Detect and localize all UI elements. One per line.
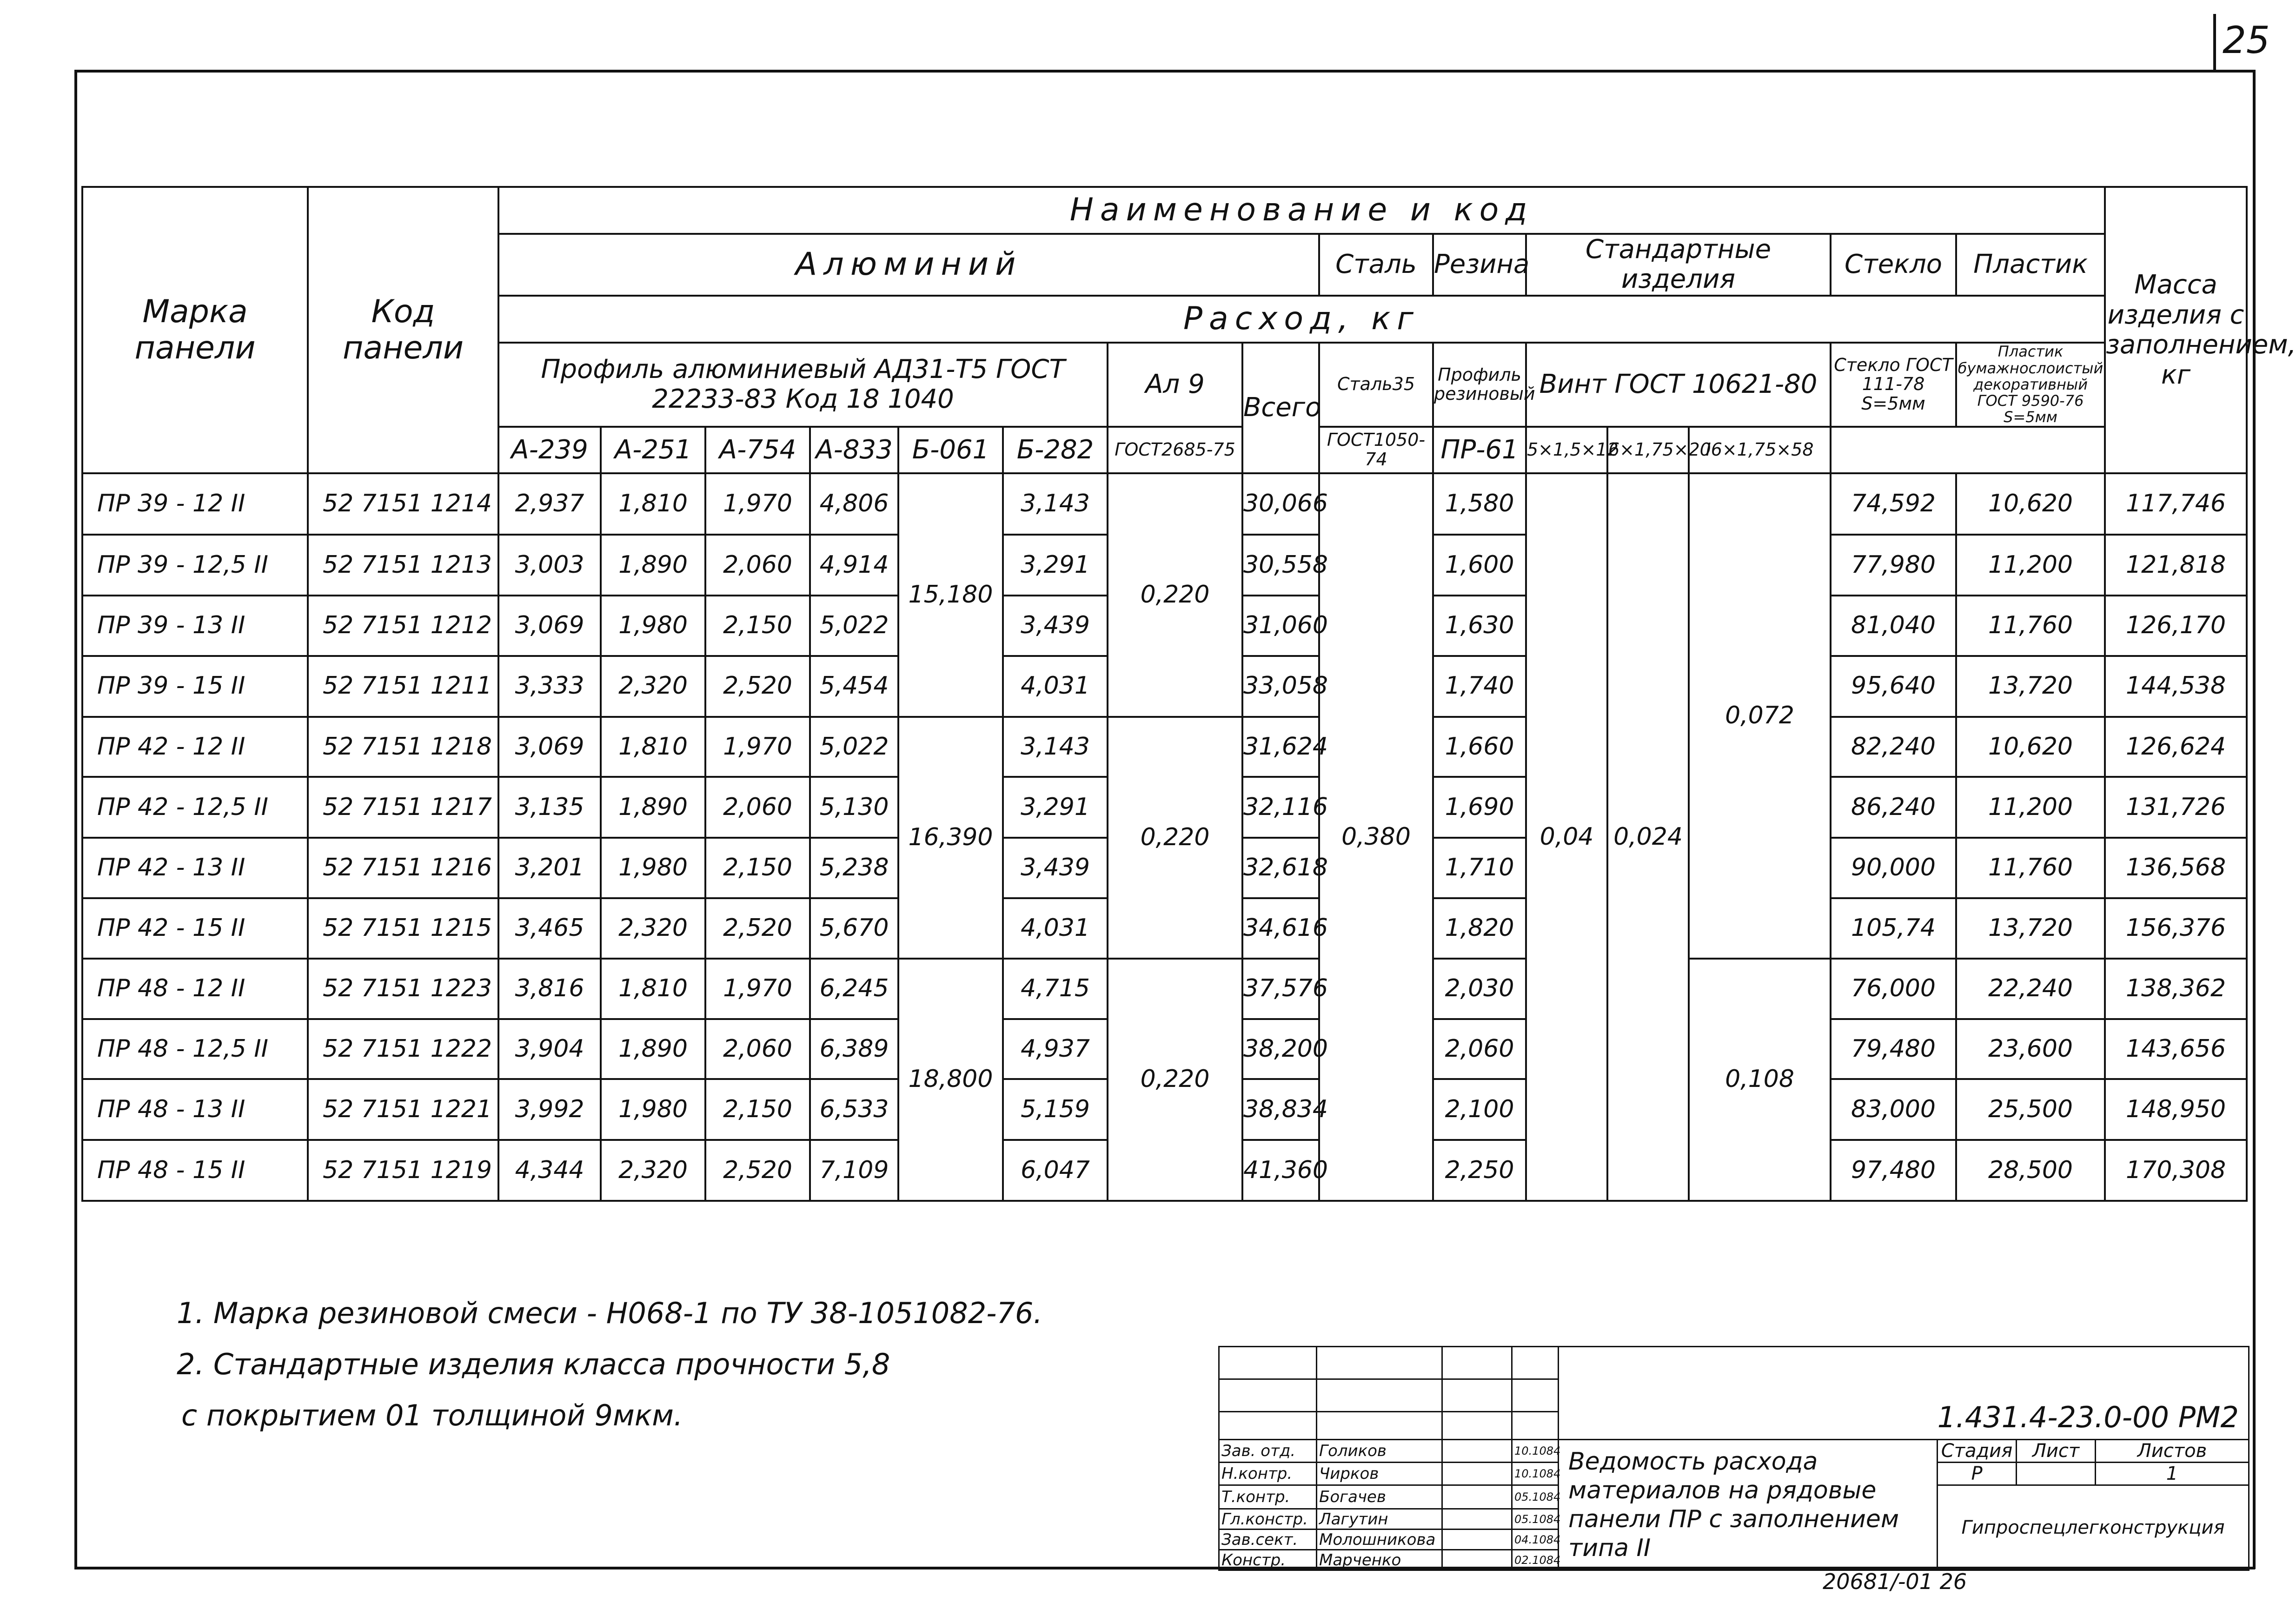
cell-code: 52 7151 1218 — [308, 717, 498, 777]
cell-mark: ПР 42 - 13 II — [82, 838, 308, 898]
cell-glass: 79,480 — [1831, 1019, 1956, 1079]
col-pr61: ПР-61 — [1433, 427, 1526, 474]
col-screw3: I6×1,75×58 — [1689, 427, 1831, 474]
cell-total: 33,058 — [1242, 656, 1319, 717]
cell-b282: 4,031 — [1003, 898, 1108, 959]
stamp-date: 05.1084 — [1512, 1485, 1559, 1509]
cell-glass: 97,480 — [1831, 1140, 1956, 1201]
cell-b282: 3,143 — [1003, 717, 1108, 777]
stamp-name: Голиков — [1317, 1440, 1442, 1463]
cell-code: 52 7151 1214 — [308, 473, 498, 535]
cell-a833: 5,670 — [810, 898, 898, 959]
header-mass: Масса изделия с заполнением, кг — [2105, 187, 2247, 473]
cell-pr61: 1,820 — [1433, 898, 1526, 959]
cell-a239: 3,135 — [498, 777, 601, 838]
cell-code: 52 7151 1216 — [308, 838, 498, 898]
cell-code: 52 7151 1223 — [308, 959, 498, 1019]
cell-mark: ПР 39 - 13 II — [82, 596, 308, 656]
cell-mark: ПР 42 - 12,5 II — [82, 777, 308, 838]
stamp-sheet — [2017, 1463, 2096, 1485]
cell-plastic: 11,200 — [1956, 535, 2105, 596]
cell-total: 38,834 — [1242, 1079, 1319, 1140]
cell-total: 37,576 — [1242, 959, 1319, 1019]
cell-a754: 1,970 — [705, 473, 810, 535]
cell-code: 52 7151 1219 — [308, 1140, 498, 1201]
table-row — [82, 717, 2247, 777]
cell-mass: 144,538 — [2105, 656, 2247, 717]
cell-b061: 18,800 — [898, 959, 1003, 1201]
cell-total: 32,618 — [1242, 838, 1319, 898]
cell-a833: 6,533 — [810, 1079, 898, 1140]
cell-a251: 1,980 — [601, 838, 705, 898]
cell-plastic: 10,620 — [1956, 473, 2105, 535]
header-consumption: Расход, кг — [498, 296, 2105, 343]
col-a251: А-251 — [601, 427, 705, 474]
header-aluminum: Алюминий — [498, 234, 1319, 296]
cell-glass: 77,980 — [1831, 535, 1956, 596]
stamp-date: 10.1084 — [1512, 1440, 1559, 1463]
cell-mass: 121,818 — [2105, 535, 2247, 596]
cell-pr61: 1,580 — [1433, 473, 1526, 535]
stamp-role: Зав.сект. — [1219, 1530, 1317, 1550]
frame-top-line — [74, 70, 2255, 73]
stamp-date: 04.1084 — [1512, 1530, 1559, 1550]
cell-mark: ПР 42 - 12 II — [82, 717, 308, 777]
cell-a251: 2,320 — [601, 898, 705, 959]
cell-b282: 3,291 — [1003, 777, 1108, 838]
stamp-sheets: 1 — [2096, 1463, 2249, 1485]
cell-plastic: 23,600 — [1956, 1019, 2105, 1079]
cell-code: 52 7151 1221 — [308, 1079, 498, 1140]
cell-pr61: 2,030 — [1433, 959, 1526, 1019]
cell-mass: 126,624 — [2105, 717, 2247, 777]
materials-table — [81, 186, 2296, 1202]
cell-pr61: 2,250 — [1433, 1140, 1526, 1201]
cell-mark: ПР 39 - 12,5 II — [82, 535, 308, 596]
cell-plastic: 28,500 — [1956, 1140, 2105, 1201]
cell-b282: 6,047 — [1003, 1140, 1108, 1201]
cell-pr61: 1,630 — [1433, 596, 1526, 656]
cell-a754: 2,520 — [705, 656, 810, 717]
cell-a239: 3,816 — [498, 959, 601, 1019]
stamp-date: 02.1084 — [1512, 1550, 1559, 1570]
cell-plastic: 11,200 — [1956, 777, 2105, 838]
stamp-name: Лагутин — [1317, 1509, 1442, 1530]
stamp-signature — [1442, 1440, 1512, 1463]
cell-a239: 2,937 — [498, 473, 601, 535]
cell-total: 38,200 — [1242, 1019, 1319, 1079]
cell-code: 52 7151 1211 — [308, 656, 498, 717]
header-plastic: Пластик — [1956, 234, 2105, 296]
cell-glass: 95,640 — [1831, 656, 1956, 717]
cell-mass: 126,170 — [2105, 596, 2247, 656]
cell-steel: 0,380 — [1319, 473, 1433, 1201]
stamp-signature — [1442, 1550, 1512, 1570]
col-gost2685: ГОСТ2685-75 — [1108, 427, 1242, 474]
stamp-date: 05.1084 — [1512, 1509, 1559, 1530]
cell-pr61: 1,710 — [1433, 838, 1526, 898]
stamp-name: Богачев — [1317, 1485, 1442, 1509]
note-2: 2. Стандартные изделия класса прочности 5,8 — [177, 1347, 890, 1381]
cell-a754: 1,970 — [705, 717, 810, 777]
cell-screw3: 0,072 — [1689, 473, 1831, 958]
cell-code: 52 7151 1222 — [308, 1019, 498, 1079]
cell-b282: 3,439 — [1003, 838, 1108, 898]
stamp-date: 10.1084 — [1512, 1463, 1559, 1485]
cell-b282: 3,291 — [1003, 535, 1108, 596]
cell-a251: 1,980 — [601, 596, 705, 656]
cell-pr61: 1,660 — [1433, 717, 1526, 777]
cell-a239: 3,201 — [498, 838, 601, 898]
stamp-role: Констр. — [1219, 1550, 1317, 1570]
cell-pr61: 2,060 — [1433, 1019, 1526, 1079]
header-rubber-profile: Профиль резиновый — [1433, 343, 1526, 427]
cell-mass: 117,746 — [2105, 473, 2247, 535]
frame-right-line — [2253, 70, 2256, 1569]
cell-al9: 0,220 — [1108, 959, 1242, 1201]
cell-plastic: 10,620 — [1956, 717, 2105, 777]
cell-a251: 1,810 — [601, 717, 705, 777]
cell-a251: 2,320 — [601, 656, 705, 717]
stamp-name: Марченко — [1317, 1550, 1442, 1570]
cell-a754: 1,970 — [705, 959, 810, 1019]
header-name-code: Наименование и код — [498, 187, 2105, 234]
col-gost1050: ГОСТ1050-74 — [1319, 427, 1433, 474]
col-screw2: 6×1,75×20 — [1607, 427, 1689, 474]
cell-a754: 2,060 — [705, 535, 810, 596]
cell-a833: 6,245 — [810, 959, 898, 1019]
stamp-signature — [1442, 1463, 1512, 1485]
cell-total: 31,060 — [1242, 596, 1319, 656]
stamp-signature — [1442, 1509, 1512, 1530]
header-plastic-sub: Пластик бумажнослоистый декоративный ГОСТ 9590-76 S=5мм — [1956, 343, 2105, 427]
cell-a239: 3,904 — [498, 1019, 601, 1079]
cell-a833: 7,109 — [810, 1140, 898, 1201]
header-screw: Винт ГОСТ 10621-80 — [1526, 343, 1831, 427]
col-b282: Б-282 — [1003, 427, 1108, 474]
cell-a754: 2,520 — [705, 898, 810, 959]
cell-a754: 2,060 — [705, 777, 810, 838]
cell-b282: 3,143 — [1003, 473, 1108, 535]
cell-mass: 156,376 — [2105, 898, 2247, 959]
cell-a251: 1,980 — [601, 1079, 705, 1140]
cell-a833: 5,454 — [810, 656, 898, 717]
cell-code: 52 7151 1212 — [308, 596, 498, 656]
cell-total: 30,558 — [1242, 535, 1319, 596]
cell-pr61: 1,690 — [1433, 777, 1526, 838]
cell-mark: ПР 48 - 12,5 II — [82, 1019, 308, 1079]
cell-a239: 3,069 — [498, 596, 601, 656]
cell-glass: 86,240 — [1831, 777, 1956, 838]
stamp-sheet-label: Лист — [2017, 1440, 2096, 1463]
cell-mass: 170,308 — [2105, 1140, 2247, 1201]
cell-mass: 143,656 — [2105, 1019, 2247, 1079]
stamp-role: Зав. отд. — [1219, 1440, 1317, 1463]
cell-a239: 3,992 — [498, 1079, 601, 1140]
cell-a833: 4,914 — [810, 535, 898, 596]
page-number-divider — [2213, 14, 2216, 70]
cell-total: 32,116 — [1242, 777, 1319, 838]
table-row — [82, 959, 2247, 1019]
cell-mark: ПР 48 - 13 II — [82, 1079, 308, 1140]
cell-plastic: 22,240 — [1956, 959, 2105, 1019]
cell-mark: ПР 48 - 12 II — [82, 959, 308, 1019]
cell-total: 30,066 — [1242, 473, 1319, 535]
table-row — [82, 473, 2247, 535]
stamp-signature — [1442, 1530, 1512, 1550]
cell-mass: 131,726 — [2105, 777, 2247, 838]
stamp-role: Т.контр. — [1219, 1485, 1317, 1509]
cell-a833: 5,130 — [810, 777, 898, 838]
cell-a239: 3,069 — [498, 717, 601, 777]
cell-glass: 105,74 — [1831, 898, 1956, 959]
stamp-role: Гл.констр. — [1219, 1509, 1317, 1530]
cell-plastic: 11,760 — [1956, 838, 2105, 898]
title-block — [1218, 1346, 2250, 1571]
cell-screw1: 0,04 — [1526, 473, 1607, 1201]
header-profile-al: Профиль алюминиевый АД31-Т5 ГОСТ 22233-83 Код 18 1040 — [498, 343, 1108, 427]
cell-a239: 3,465 — [498, 898, 601, 959]
cell-plastic: 13,720 — [1956, 898, 2105, 959]
note-3: с покрытием 01 толщиной 9мкм. — [181, 1398, 683, 1432]
cell-mark: ПР 42 - 15 II — [82, 898, 308, 959]
cell-total: 31,624 — [1242, 717, 1319, 777]
cell-a833: 5,238 — [810, 838, 898, 898]
cell-mass: 136,568 — [2105, 838, 2247, 898]
cell-mass: 138,362 — [2105, 959, 2247, 1019]
stamp-name: Молошникова — [1317, 1530, 1442, 1550]
cell-total: 41,360 — [1242, 1140, 1319, 1201]
cell-glass: 83,000 — [1831, 1079, 1956, 1140]
header-code: Код панели — [308, 187, 498, 473]
cell-a251: 1,890 — [601, 535, 705, 596]
cell-mass: 148,950 — [2105, 1079, 2247, 1140]
cell-b282: 5,159 — [1003, 1079, 1108, 1140]
cell-plastic: 13,720 — [1956, 656, 2105, 717]
header-steel35: Сталь35 — [1319, 343, 1433, 427]
header-al9: Ал 9 — [1108, 343, 1242, 427]
cell-mark: ПР 39 - 15 II — [82, 656, 308, 717]
cell-glass: 76,000 — [1831, 959, 1956, 1019]
stamp-name: Чирков — [1317, 1463, 1442, 1485]
cell-screw3: 0,108 — [1689, 959, 1831, 1201]
cell-a239: 3,333 — [498, 656, 601, 717]
header-std-parts: Стандартные изделия — [1526, 234, 1831, 296]
header-glass: Стекло — [1831, 234, 1956, 296]
col-a239: А-239 — [498, 427, 601, 474]
archive-number: 20681/-01 26 — [1823, 1569, 1967, 1594]
stamp-stage: Р — [1938, 1463, 2017, 1485]
frame-left-line — [74, 70, 77, 1569]
col-a833: А-833 — [810, 427, 898, 474]
cell-plastic: 11,760 — [1956, 596, 2105, 656]
cell-mark: ПР 48 - 15 II — [82, 1140, 308, 1201]
cell-b061: 15,180 — [898, 473, 1003, 716]
cell-al9: 0,220 — [1108, 473, 1242, 716]
stamp-stage-label: Стадия — [1938, 1440, 2017, 1463]
cell-a754: 2,150 — [705, 596, 810, 656]
cell-pr61: 2,100 — [1433, 1079, 1526, 1140]
cell-b282: 3,439 — [1003, 596, 1108, 656]
cell-a754: 2,060 — [705, 1019, 810, 1079]
cell-screw2: 0,024 — [1607, 473, 1689, 1201]
col-b061: Б-061 — [898, 427, 1003, 474]
cell-a833: 6,389 — [810, 1019, 898, 1079]
cell-glass: 81,040 — [1831, 596, 1956, 656]
note-1: 1. Марка резиновой смеси - Н068-1 по ТУ 38-1051082-76. — [177, 1296, 1043, 1330]
stamp-role: Н.контр. — [1219, 1463, 1317, 1485]
cell-glass: 90,000 — [1831, 838, 1956, 898]
notes — [177, 1288, 1042, 1441]
cell-a251: 1,890 — [601, 777, 705, 838]
cell-glass: 74,592 — [1831, 473, 1956, 535]
stamp-organization: Гипроспецлегконструкция — [1938, 1485, 2249, 1570]
cell-a251: 2,320 — [601, 1140, 705, 1201]
cell-pr61: 1,600 — [1433, 535, 1526, 596]
doc-number: 1.431.4-23.0-00 РМ2 — [1559, 1347, 2249, 1440]
cell-b282: 4,937 — [1003, 1019, 1108, 1079]
stamp-signature — [1442, 1485, 1512, 1509]
cell-code: 52 7151 1217 — [308, 777, 498, 838]
cell-b282: 4,031 — [1003, 656, 1108, 717]
cell-plastic: 25,500 — [1956, 1079, 2105, 1140]
header-mark: Марка панели — [82, 187, 308, 473]
cell-code: 52 7151 1213 — [308, 535, 498, 596]
cell-a251: 1,890 — [601, 1019, 705, 1079]
cell-a239: 3,003 — [498, 535, 601, 596]
header-total: Всего — [1242, 343, 1319, 474]
cell-al9: 0,220 — [1108, 717, 1242, 959]
header-glass-sub: Стекло ГОСТ 111-78 S=5мм — [1831, 343, 1956, 427]
stamp-title: Ведомость расхода материалов на рядовые панели ПР с заполнением типа II — [1559, 1440, 1938, 1570]
cell-pr61: 1,740 — [1433, 656, 1526, 717]
cell-b061: 16,390 — [898, 717, 1003, 959]
col-a754: А-754 — [705, 427, 810, 474]
cell-a754: 2,520 — [705, 1140, 810, 1201]
cell-code: 52 7151 1215 — [308, 898, 498, 959]
cell-a754: 2,150 — [705, 838, 810, 898]
header-steel: Сталь — [1319, 234, 1433, 296]
col-screw1: 5×1,5×12 — [1526, 427, 1607, 474]
cell-a754: 2,150 — [705, 1079, 810, 1140]
cell-glass: 82,240 — [1831, 717, 1956, 777]
cell-a239: 4,344 — [498, 1140, 601, 1201]
page-number: 25 — [2223, 19, 2270, 62]
cell-a833: 5,022 — [810, 596, 898, 656]
header-rubber: Резина — [1433, 234, 1526, 296]
cell-total: 34,616 — [1242, 898, 1319, 959]
cell-a833: 4,806 — [810, 473, 898, 535]
stamp-sheets-label: Листов — [2096, 1440, 2249, 1463]
cell-b282: 4,715 — [1003, 959, 1108, 1019]
cell-mark: ПР 39 - 12 II — [82, 473, 308, 535]
cell-a833: 5,022 — [810, 717, 898, 777]
cell-a251: 1,810 — [601, 959, 705, 1019]
cell-a251: 1,810 — [601, 473, 705, 535]
